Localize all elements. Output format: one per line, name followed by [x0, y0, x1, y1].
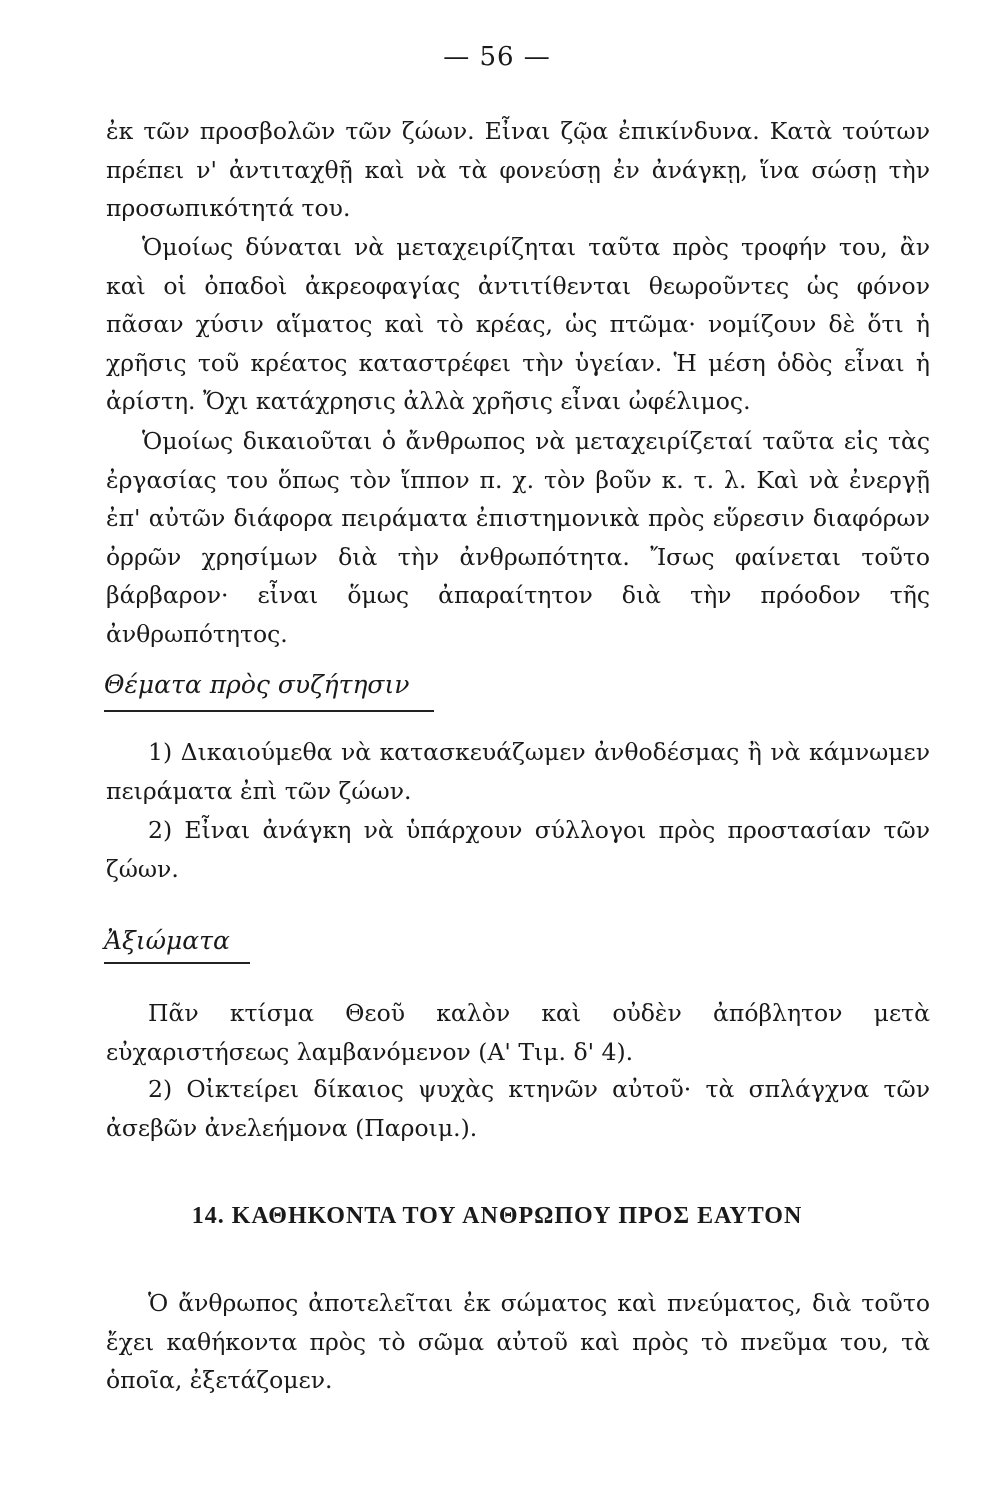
section-intro-paragraph: Ὁ ἄνθρωπος ἀποτελεῖται ἐκ σώματος καὶ πνεύματος, διὰ τοῦτο ἔχει καθήκοντα πρὸς τὸ σῶμα αὐτοῦ καὶ πρὸς τὸ πνεῦμα του, τὰ ὁποῖα, ἐξετάζομεν. — [106, 1289, 930, 1394]
discussion-heading: Θέματα πρὸς συζήτησιν — [104, 670, 410, 699]
discussion-item-1: 1) Δικαιούμεθα νὰ κατασκευάζωμεν ἀνθοδέσμας ἢ νὰ κάμνωμεν πειράματα ἐπὶ τῶν ζώων. — [106, 738, 930, 805]
discussion-heading-underline — [104, 710, 434, 712]
axioms-heading: Ἀξιώματα — [104, 926, 230, 955]
axiom-item-2: 2) Οἰκτείρει δίκαιος ψυχὰς κτηνῶν αὐτοῦ· τὰ σπλάγχνα τῶν ἀσεβῶν ἀνελεήμονα (Παροιμ.). — [106, 1075, 930, 1142]
section-title: 14. ΚΑΘΗΚΟΝΤΑ ΤΟΥ ΑΝΘΡΩΠΟΥ ΠΡΟΣ ΕΑΥΤΟΝ — [191, 1203, 803, 1229]
paragraph-3: Ὁμοίως δικαιοῦται ὁ ἄνθρωπος νὰ μεταχειρίζεταί ταῦτα εἰς τὰς ἐργασίας του ὅπως τὸν ἵππον π. χ. τὸν βοῦν κ. τ. λ. Καὶ νὰ ἐνεργῇ ἐπ' αὐτῶν διάφορα πειράματα ἐπιστημονικὰ πρὸς εὕρεσιν διαφόρων ὀρρῶν χρησίμων διὰ τὴν ἀνθρωπότητα. Ἴσως φαίνεται τοῦτο βάρβαρον· εἶναι ὅμως ἀπαραίτητον διὰ τὴν πρόοδον τῆς ἀνθρωπότητος. — [106, 427, 930, 648]
page-number: — 56 — — [443, 42, 551, 72]
axioms-heading-underline — [104, 962, 250, 964]
paragraph-1: ἐκ τῶν προσβολῶν τῶν ζώων. Εἶναι ζῷα ἐπικίνδυνα. Κατὰ τούτων πρέπει ν' ἀντιταχθῇ καὶ νὰ τὰ φονεύσῃ ἐν ἀνάγκῃ, ἵνα σώσῃ τὴν προσωπικότητά του. — [106, 117, 930, 222]
axiom-item-1: Πᾶν κτίσμα Θεοῦ καλὸν καὶ οὐδὲν ἀπόβλητον μετὰ εὐχαριστήσεως λαμβανόμενον (Α' Τιμ. δ' 4). — [106, 999, 930, 1066]
paragraph-2: Ὁμοίως δύναται νὰ μεταχειρίζηται ταῦτα πρὸς τροφήν του, ἂν καὶ οἱ ὀπαδοὶ ἀκρεοφαγίας ἀντιτίθενται θεωροῦντες ὡς φόνον πᾶσαν χύσιν αἵματος καὶ τὸ κρέας, ὡς πτῶμα· νομίζουν δὲ ὅτι ἡ χρῆσις τοῦ κρέατος καταστρέφει τὴν ὑγείαν. Ἡ μέση ὁδὸς εἶναι ἡ ἀρίστη. Ὄχι κατάχρησις ἀλλὰ χρῆσις εἶναι ὠφέλιμος. — [106, 233, 930, 415]
discussion-item-2: 2) Εἶναι ἀνάγκη νὰ ὑπάρχουν σύλλογοι πρὸς προστασίαν τῶν ζώων. — [106, 816, 930, 883]
